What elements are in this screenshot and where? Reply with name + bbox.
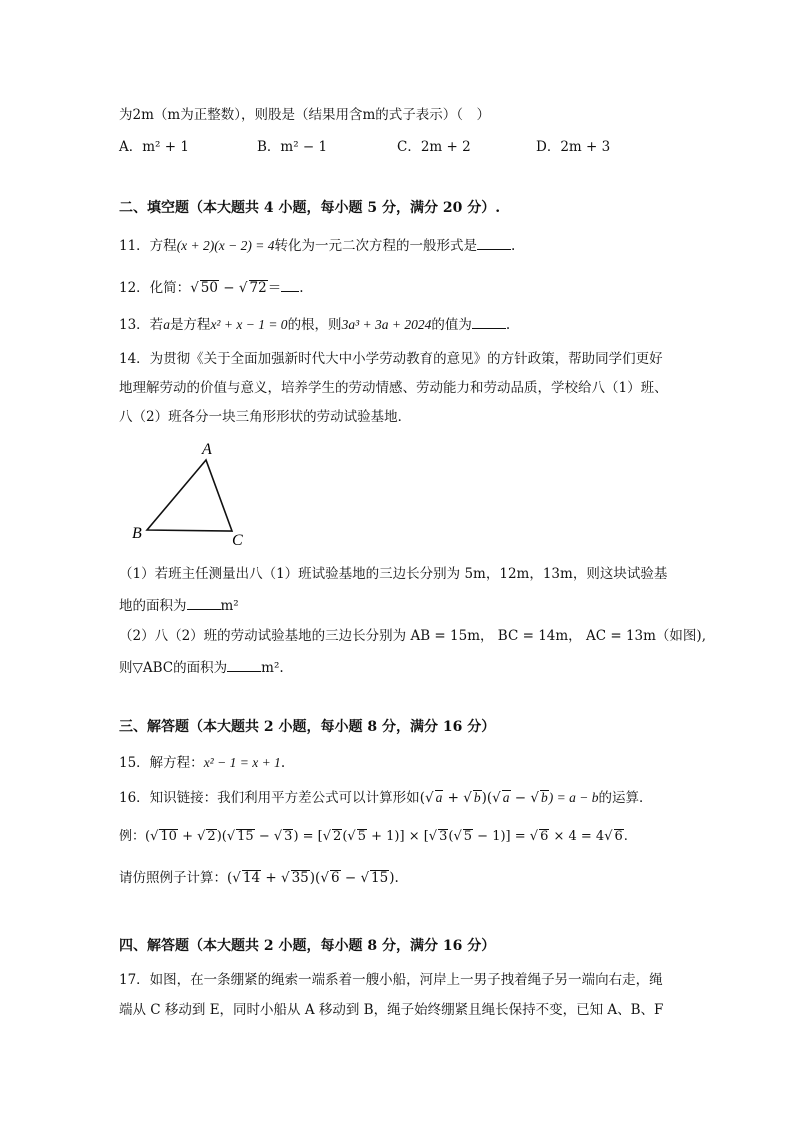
sqrt-symbol: √ bbox=[530, 790, 540, 806]
q16-example-part: ( bbox=[448, 829, 454, 844]
q14-sub2-text: 则▽ABC的面积为 bbox=[119, 660, 228, 676]
q14-sub2-answer-blank bbox=[227, 658, 261, 673]
sqrt-symbol: √ bbox=[322, 829, 332, 844]
q11-text-b: 转化为一元二次方程的一般形式是 bbox=[274, 238, 477, 254]
question-12 bbox=[119, 276, 303, 296]
q11-text-a: 11．方程 bbox=[119, 238, 177, 254]
vertex-label-a: A bbox=[202, 441, 212, 458]
q17-line-1: 17．如图，在一条绷紧的绳索一端系着一艘小船，河岸上一男子拽着绳子另一端向右走，绳 bbox=[119, 972, 663, 988]
q12-minus: − bbox=[218, 280, 239, 296]
q15-end: . bbox=[280, 755, 286, 771]
q12-text-b: ＝ bbox=[267, 280, 282, 296]
q12-radicand-2: 72 bbox=[249, 280, 267, 296]
q15-text: 15．解方程： bbox=[119, 755, 204, 771]
q11-expression: (x + 2)(x − 2) = 4 bbox=[176, 238, 275, 253]
q10-option-d: D．2m + 3 bbox=[536, 139, 611, 155]
q14-sub2-line-1: （2）八（2）班的劳动试验基地的三边长分别为 AB = 15m， BC = 14m， AC = 13m（如图), bbox=[119, 628, 706, 644]
sqrt-symbol: √ bbox=[428, 829, 438, 844]
q17-line-2: 端从 C 移动到 E，同时小船从 A 移动到 B，绳子始终绷紧且绳长保持不变，已知 A、B、F bbox=[119, 1002, 664, 1018]
sqrt-symbol: √ bbox=[226, 829, 236, 844]
q13-text-c: 的根，则 bbox=[287, 317, 342, 333]
sqrt-symbol: √ bbox=[453, 829, 462, 844]
q16-formula-part: − bbox=[510, 790, 531, 806]
q16-radicand: b bbox=[541, 790, 548, 805]
q16-example-radicand: 3 bbox=[284, 829, 293, 844]
sqrt-symbol: √ bbox=[232, 870, 241, 886]
q16-example-part: ) = [ bbox=[293, 829, 323, 844]
q16-radicand: a bbox=[435, 790, 443, 805]
q16-intro: 16．知识链接：我们利用平方差公式可以计算形如 bbox=[119, 790, 420, 806]
q10-text: 为2m（m为正整数），则股是（结果用含m的式子表示）（ ） bbox=[119, 107, 490, 123]
q11-end: . bbox=[510, 238, 516, 254]
q14-sub2-line-2 bbox=[119, 656, 284, 676]
q13-text-a: 13．若 bbox=[119, 317, 164, 333]
q11-answer-blank bbox=[477, 236, 511, 251]
q16-task-radicand: 15 bbox=[371, 870, 389, 886]
q16-example-part: )( bbox=[216, 829, 227, 844]
q14-sub1-line-2 bbox=[119, 594, 239, 614]
question-13 bbox=[119, 313, 510, 333]
q16-example-radicand: 5 bbox=[463, 829, 473, 844]
q16-example-part: × 4 = 4 bbox=[549, 829, 605, 844]
q16-example-radicand: 2 bbox=[333, 829, 342, 844]
q16-example-part: − 1)] = bbox=[473, 829, 530, 844]
q12-text-a: 12．化简： bbox=[119, 280, 191, 296]
q16-intro-end: 的运算． bbox=[598, 790, 653, 806]
q12-radicand-1: 50 bbox=[200, 280, 218, 296]
q10-option-a: A．m² + 1 bbox=[119, 139, 189, 155]
q16-formula-part: ( bbox=[419, 790, 425, 806]
q16-radicand: b bbox=[473, 790, 481, 805]
vertex-label-b: B bbox=[132, 525, 142, 542]
q14-line-2: 地理解劳动的价值与意义，培养学生的劳动情感、劳动能力和劳动品质，学校给八（1）班、 bbox=[119, 380, 668, 396]
q12-answer-blank bbox=[281, 278, 299, 293]
triangle-abc bbox=[147, 460, 232, 531]
q16-task-radicand: 35 bbox=[291, 870, 309, 886]
q14-line-1: 14．为贯彻《关于全面加强新时代大中小学劳动教育的意见》的方针政策，帮助同学们更好 bbox=[119, 351, 663, 367]
q16-task-radicand: 14 bbox=[242, 870, 261, 886]
q16-task-part: ( bbox=[227, 870, 233, 886]
q14-sub2-unit: m². bbox=[261, 660, 284, 676]
q16-example-end: . bbox=[623, 829, 628, 844]
sqrt-symbol: √ bbox=[424, 790, 434, 806]
sqrt-symbol: √ bbox=[463, 790, 472, 806]
q16-task-part: − bbox=[340, 870, 361, 886]
q14-line-3: 八（2）班各分一块三角形形状的劳动试验基地． bbox=[119, 409, 412, 425]
q16-example-part: − bbox=[254, 829, 274, 844]
q13-end: . bbox=[505, 317, 511, 333]
q13-expression: 3a³ + 3a + 2024 bbox=[341, 317, 432, 332]
q12-end: . bbox=[299, 280, 304, 296]
q16-formula-part: )( bbox=[481, 790, 493, 806]
sqrt-symbol: √ bbox=[197, 829, 206, 844]
q16-example-part: + bbox=[177, 829, 198, 844]
triangle-figure bbox=[130, 438, 260, 548]
q16-radicand: a bbox=[502, 790, 510, 805]
q16-example-radicand: 3 bbox=[439, 829, 448, 844]
q16-example-part: ( bbox=[145, 829, 151, 844]
q10-option-b: B．m² − 1 bbox=[257, 139, 328, 155]
sqrt-symbol: √ bbox=[492, 790, 501, 806]
q14-sub1-line-1: （1）若班主任测量出八（1）班试验基地的三边长分别为 5m，12m，13m，则这块试验基 bbox=[119, 566, 668, 582]
sqrt-symbol: √ bbox=[529, 829, 539, 844]
sqrt-symbol: √ bbox=[347, 829, 356, 844]
sqrt-symbol: √ bbox=[320, 870, 329, 886]
sqrt-symbol: √ bbox=[280, 870, 290, 886]
q16-task-part: )( bbox=[309, 870, 321, 886]
sqrt-symbol: √ bbox=[150, 829, 159, 844]
sqrt-symbol: √ bbox=[273, 829, 283, 844]
q16-example bbox=[119, 825, 628, 844]
q13-text-b: 是方程 bbox=[169, 317, 211, 333]
q16-example-radicand: 10 bbox=[160, 829, 177, 844]
q16-example-radicand: 5 bbox=[357, 829, 366, 844]
q14-sub1-answer-blank bbox=[187, 596, 221, 611]
question-15 bbox=[119, 751, 285, 771]
question-11 bbox=[119, 234, 515, 254]
q13-equation: x² + x − 1 = 0 bbox=[210, 317, 288, 332]
q10-option-c: C．2m + 2 bbox=[397, 139, 471, 155]
q16-example-part: + 1)] × [ bbox=[366, 829, 429, 844]
sqrt-symbol: √ bbox=[360, 870, 370, 886]
q16-example-radicand: 6 bbox=[540, 829, 549, 844]
q16-formula-part: ) = a − b bbox=[548, 790, 599, 805]
q16-example-radicand: 2 bbox=[207, 829, 216, 844]
section-4-title: 四、解答题（本大题共 2 小题，每小题 8 分，满分 16 分） bbox=[119, 938, 496, 954]
q13-answer-blank bbox=[472, 315, 506, 330]
q16-line-1 bbox=[119, 786, 652, 806]
vertex-label-c: C bbox=[232, 532, 243, 548]
q16-example-label: 例： bbox=[119, 829, 146, 844]
sqrt-symbol: √ bbox=[238, 280, 248, 296]
sqrt-symbol: √ bbox=[190, 280, 199, 296]
q13-text-d: 的值为 bbox=[431, 317, 472, 333]
q16-task-label: 请仿照例子计算： bbox=[119, 870, 227, 886]
q16-formula-part: + bbox=[443, 790, 464, 806]
q16-task-end: ). bbox=[389, 870, 399, 886]
q15-equation: x² − 1 = x + 1 bbox=[203, 755, 281, 770]
section-3-title: 三、解答题（本大题共 2 小题，每小题 8 分，满分 16 分） bbox=[119, 719, 496, 735]
q16-task bbox=[119, 866, 399, 886]
q16-task-radicand: 6 bbox=[330, 870, 340, 886]
q16-example-radicand: 6 bbox=[614, 829, 623, 844]
section-2-title: 二、填空题（本大题共 4 小题，每小题 5 分，满分 20 分）. bbox=[119, 200, 501, 216]
q16-example-part: ( bbox=[342, 829, 348, 844]
q14-sub1-text: 地的面积为 bbox=[119, 598, 187, 614]
q14-sub1-unit: m² bbox=[220, 598, 239, 614]
q16-task-part: + bbox=[261, 870, 281, 886]
q16-example-radicand: 15 bbox=[237, 829, 254, 844]
sqrt-symbol: √ bbox=[604, 829, 613, 844]
q13-variable: a bbox=[163, 317, 170, 332]
